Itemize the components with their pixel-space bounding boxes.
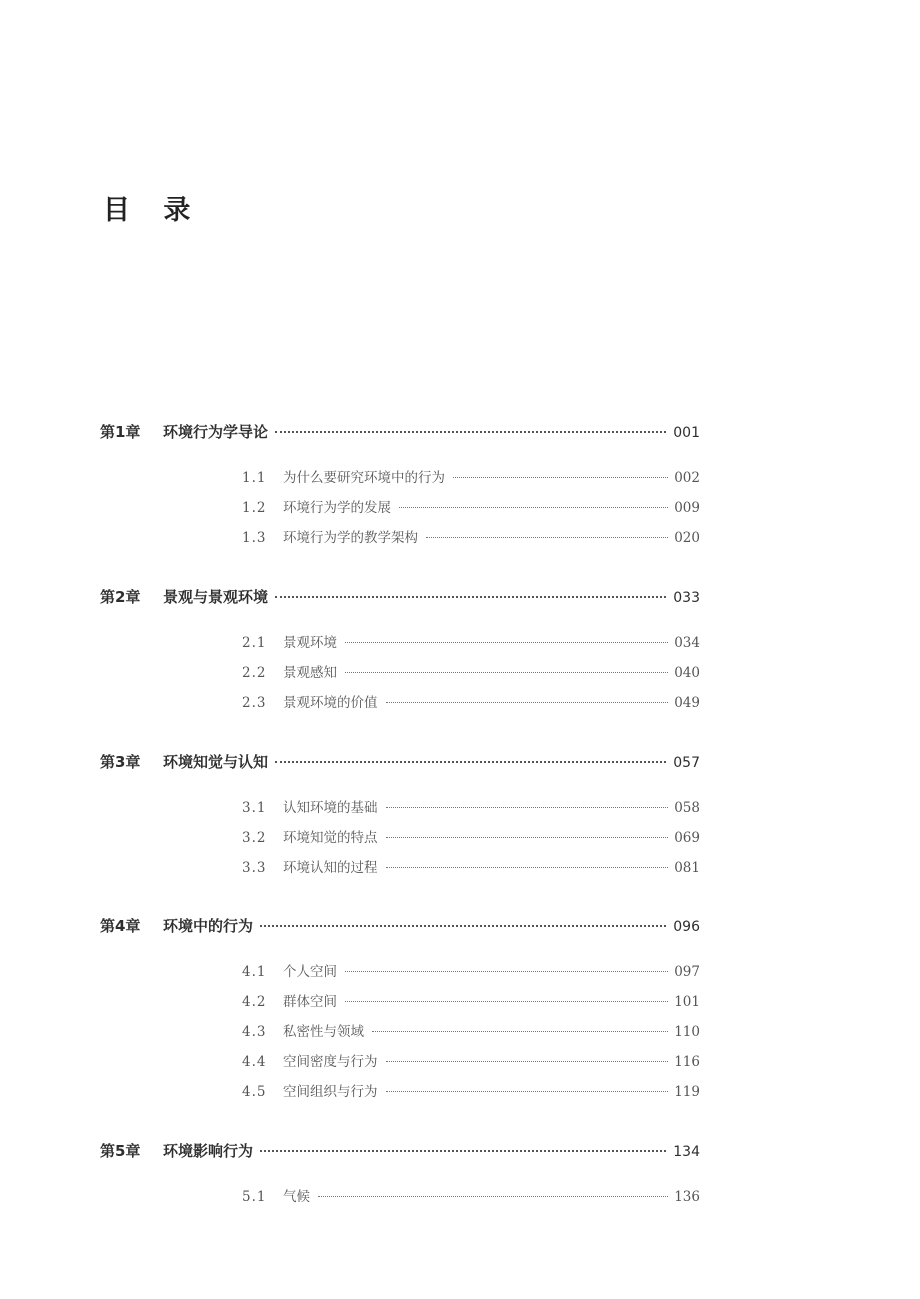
section-number: 1.3 (242, 530, 267, 546)
section-page-number: 069 (674, 830, 700, 846)
chapter-title: 环境知觉与认知 (163, 753, 269, 771)
section-number: 4.2 (242, 994, 267, 1010)
toc-section-3-1[interactable] (242, 796, 700, 816)
section-page-number: 097 (674, 964, 700, 980)
toc-chapter-3[interactable] (100, 751, 700, 775)
toc-chapter-4[interactable] (100, 915, 700, 939)
dot-leader (386, 807, 669, 808)
section-page-number: 110 (674, 1024, 700, 1040)
chapter-number: 第4章 (100, 917, 141, 935)
toc-section-2-3[interactable] (242, 691, 700, 711)
section-number: 1.1 (242, 470, 267, 486)
dot-leader (345, 971, 668, 972)
section-page-number: 058 (674, 800, 700, 816)
section-number: 2.1 (242, 635, 267, 651)
section-title: 景观环境的价值 (283, 695, 378, 711)
dot-leader (386, 1091, 669, 1092)
toc-section-4-2[interactable] (242, 990, 700, 1010)
section-page-number: 009 (674, 500, 700, 516)
section-number: 4.1 (242, 964, 267, 980)
toc-section-3-2[interactable] (242, 826, 700, 846)
section-number: 3.1 (242, 800, 267, 816)
section-page-number: 116 (674, 1054, 700, 1070)
chapter-page-number: 134 (673, 1144, 700, 1160)
toc-chapter-5[interactable] (100, 1140, 700, 1164)
chapter-number: 第3章 (100, 753, 141, 771)
chapter-page-number: 096 (673, 919, 700, 935)
toc-section-4-1[interactable] (242, 960, 700, 980)
section-title: 气候 (283, 1189, 310, 1205)
dot-leader (399, 507, 668, 508)
toc-section-2-2[interactable] (242, 661, 700, 681)
chapter-title: 景观与景观环境 (163, 588, 269, 606)
section-title: 空间组织与行为 (283, 1084, 378, 1100)
toc-section-4-4[interactable] (242, 1050, 700, 1070)
section-number: 3.2 (242, 830, 267, 846)
chapter-title: 环境行为学导论 (163, 423, 269, 441)
chapter-page-number: 001 (673, 425, 700, 441)
dot-leader (345, 672, 668, 673)
section-title: 个人空间 (283, 964, 337, 980)
dot-leader (386, 867, 669, 868)
section-title: 景观环境 (283, 635, 337, 651)
section-number: 4.3 (242, 1024, 267, 1040)
chapter-page-number: 033 (673, 590, 700, 606)
toc-section-1-2[interactable] (242, 496, 700, 516)
section-title: 景观感知 (283, 665, 337, 681)
toc-chapter-2[interactable] (100, 586, 700, 610)
section-page-number: 040 (674, 665, 700, 681)
section-page-number: 020 (674, 530, 700, 546)
dot-leader (345, 1001, 668, 1002)
section-page-number: 049 (674, 695, 700, 711)
section-page-number: 119 (674, 1084, 700, 1100)
dot-leader (386, 702, 669, 703)
section-number: 1.2 (242, 500, 267, 516)
dot-leader (426, 537, 668, 538)
dot-leader (275, 761, 666, 763)
section-title: 为什么要研究环境中的行为 (283, 470, 445, 486)
section-page-number: 081 (674, 860, 700, 876)
section-number: 4.5 (242, 1084, 267, 1100)
section-title: 群体空间 (283, 994, 337, 1010)
toc-section-3-3[interactable] (242, 856, 700, 876)
dot-leader (372, 1031, 668, 1032)
page-title: 目 录 (103, 195, 203, 226)
chapter-title: 环境中的行为 (163, 917, 254, 935)
toc-section-4-5[interactable] (242, 1080, 700, 1100)
section-number: 2.3 (242, 695, 267, 711)
chapter-number: 第5章 (100, 1142, 141, 1160)
section-title: 环境行为学的发展 (283, 500, 391, 516)
section-page-number: 002 (674, 470, 700, 486)
chapter-page-number: 057 (673, 755, 700, 771)
toc-chapter-1[interactable] (100, 421, 700, 445)
dot-leader (275, 431, 666, 433)
section-page-number: 034 (674, 635, 700, 651)
dot-leader (386, 1061, 669, 1062)
dot-leader (275, 596, 666, 598)
section-title: 认知环境的基础 (283, 800, 378, 816)
dot-leader (260, 925, 666, 927)
toc-section-5-1[interactable] (242, 1185, 700, 1205)
dot-leader (345, 642, 668, 643)
toc-section-1-1[interactable] (242, 466, 700, 486)
section-number: 3.3 (242, 860, 267, 876)
section-page-number: 136 (674, 1189, 700, 1205)
section-title: 空间密度与行为 (283, 1054, 378, 1070)
section-number: 4.4 (242, 1054, 267, 1070)
section-title: 环境行为学的教学架构 (283, 530, 418, 546)
section-title: 环境知觉的特点 (283, 830, 378, 846)
chapter-title: 环境影响行为 (163, 1142, 254, 1160)
toc-section-4-3[interactable] (242, 1020, 700, 1040)
section-page-number: 101 (674, 994, 700, 1010)
toc-section-1-3[interactable] (242, 526, 700, 546)
dot-leader (386, 837, 669, 838)
section-number: 2.2 (242, 665, 267, 681)
section-title: 私密性与领域 (283, 1024, 364, 1040)
toc-section-2-1[interactable] (242, 631, 700, 651)
chapter-number: 第1章 (100, 423, 141, 441)
dot-leader (318, 1196, 668, 1197)
dot-leader (453, 477, 668, 478)
section-title: 环境认知的过程 (283, 860, 378, 876)
dot-leader (260, 1150, 666, 1152)
section-number: 5.1 (242, 1189, 267, 1205)
chapter-number: 第2章 (100, 588, 141, 606)
